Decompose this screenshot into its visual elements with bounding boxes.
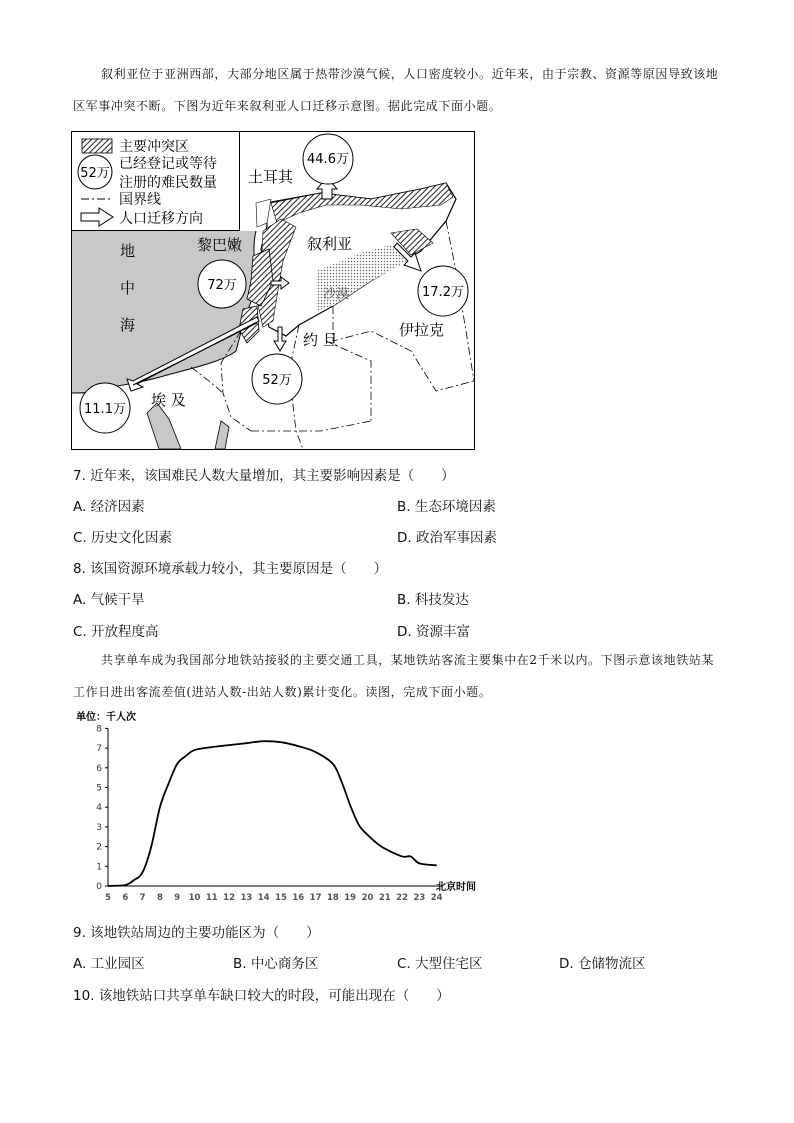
x-tick-label: 18 — [326, 893, 339, 900]
label-sea-3: 海 — [120, 316, 136, 334]
y-tick-label: 0 — [96, 882, 102, 892]
x-tick-label: 21 — [378, 893, 391, 900]
x-tick-label: 23 — [413, 893, 426, 900]
label-desert: 沙漠 — [323, 287, 350, 302]
refugee-lebanon: 72万 — [207, 278, 237, 293]
label-lebanon: 黎巴嫩 — [197, 236, 243, 254]
q7-option-b[interactable]: B. 生态环境因素 — [397, 499, 496, 515]
x-tick-label: 7 — [139, 893, 146, 900]
x-tick-label: 14 — [257, 893, 270, 900]
q9-option-a[interactable]: A. 工业园区 — [73, 956, 145, 972]
q9-option-d[interactable]: D. 仓储物流区 — [559, 956, 646, 972]
legend-conflict-swatch — [82, 139, 112, 153]
q7-option-a[interactable]: A. 经济因素 — [73, 499, 145, 515]
x-tick-label: 15 — [275, 893, 287, 900]
question-8-stem: 8. 该国资源环境承载力较小，其主要原因是（ ） — [73, 561, 388, 577]
passenger-flow-chart — [70, 706, 490, 900]
q8-option-b[interactable]: B. 科技发达 — [397, 592, 469, 608]
q9-option-b[interactable]: B. 中心商务区 — [233, 956, 319, 972]
question-10-stem: 10. 该地铁站口共享单车缺口较大的时段，可能出现在（ ） — [73, 988, 450, 1004]
label-syria: 叙利亚 — [307, 235, 353, 253]
y-tick-label: 1 — [96, 862, 102, 873]
refugee-jordan: 52万 — [262, 373, 292, 388]
x-tick-label: 17 — [309, 893, 322, 900]
chart-series-line — [108, 741, 437, 886]
x-tick-label: 13 — [240, 893, 253, 900]
label-sea-1: 地 — [120, 242, 136, 260]
q8-option-a[interactable]: A. 气候干旱 — [73, 592, 145, 608]
map-legend — [72, 132, 240, 231]
y-tick-label: 7 — [96, 744, 102, 755]
x-tick-label: 24 — [430, 893, 443, 900]
refugee-iraq: 17.2万 — [422, 285, 464, 300]
x-tick-label: 6 — [122, 893, 129, 900]
label-iraq: 伊拉克 — [399, 321, 445, 339]
q8-option-c[interactable]: C. 开放程度高 — [73, 624, 159, 640]
legend-migration-label: 人口迁移方向 — [119, 211, 203, 227]
label-egypt: 埃 及 — [151, 391, 186, 409]
passage-syria: 叙利亚位于亚洲西部，大部分地区属于热带沙漠气候，人口密度较小。近年来，由于宗教、资源等原因导致该地区军事冲突不断。下图为近年来叙利亚人口迁移示意图。据此完成下面小题。 — [73, 67, 719, 113]
y-tick-label: 3 — [96, 822, 102, 833]
x-tick-label: 9 — [174, 893, 181, 900]
refugee-egypt: 11.1万 — [84, 402, 126, 417]
legend-border-label: 国界线 — [119, 192, 161, 208]
y-tick-label: 2 — [96, 842, 102, 853]
legend-circle-value: 52万 — [80, 166, 110, 181]
x-tick-label: 16 — [292, 893, 305, 900]
label-turkey: 土耳其 — [248, 168, 294, 186]
x-tick-label: 20 — [361, 893, 374, 900]
y-tick-label: 5 — [96, 783, 102, 794]
question-9-stem: 9. 该地铁站周边的主要功能区为（ ） — [73, 925, 320, 941]
q7-option-c[interactable]: C. 历史文化因素 — [73, 530, 173, 546]
x-tick-label: 5 — [105, 893, 111, 900]
legend-conflict-label: 主要冲突区 — [119, 139, 189, 155]
x-tick-label: 22 — [396, 893, 409, 900]
y-tick-label: 4 — [96, 803, 102, 814]
x-tick-label: 10 — [188, 893, 201, 900]
q7-option-d[interactable]: D. 政治军事因素 — [397, 530, 497, 546]
label-sea-2: 中 — [120, 279, 136, 297]
x-tick-label: 19 — [344, 893, 357, 900]
label-jordan: 约 旦 — [303, 331, 338, 349]
chart-y-unit-label: 单位：千人次 — [76, 712, 136, 723]
chart-x-axis-label: 北京时间 — [436, 882, 476, 893]
q8-option-d[interactable]: D. 资源丰富 — [397, 624, 470, 640]
passage-bike-sharing: 共享单车成为我国部分地铁站接驳的主要交通工具，某地铁站客流主要集中在2千米以内。下图示意该地铁站某工作日进出客流差值(进站人数-出站人数)累计变化。读图，完成下面小题。 — [73, 653, 715, 699]
question-7-stem: 7. 近年来，该国难民人数大量增加，其主要影响因素是（ ） — [73, 468, 455, 484]
x-tick-label: 11 — [205, 893, 218, 900]
y-tick-label: 6 — [96, 763, 102, 774]
q9-option-c[interactable]: C. 大型住宅区 — [397, 956, 483, 972]
syria-migration-map — [71, 131, 475, 450]
x-tick-label: 8 — [156, 893, 163, 900]
refugee-turkey: 44.6万 — [307, 152, 349, 167]
x-tick-label: 12 — [223, 893, 236, 900]
legend-refugee-line2: 注册的难民数量 — [119, 175, 217, 191]
y-tick-label: 8 — [96, 724, 102, 735]
legend-refugee-line1: 已经登记或等待 — [119, 156, 217, 172]
